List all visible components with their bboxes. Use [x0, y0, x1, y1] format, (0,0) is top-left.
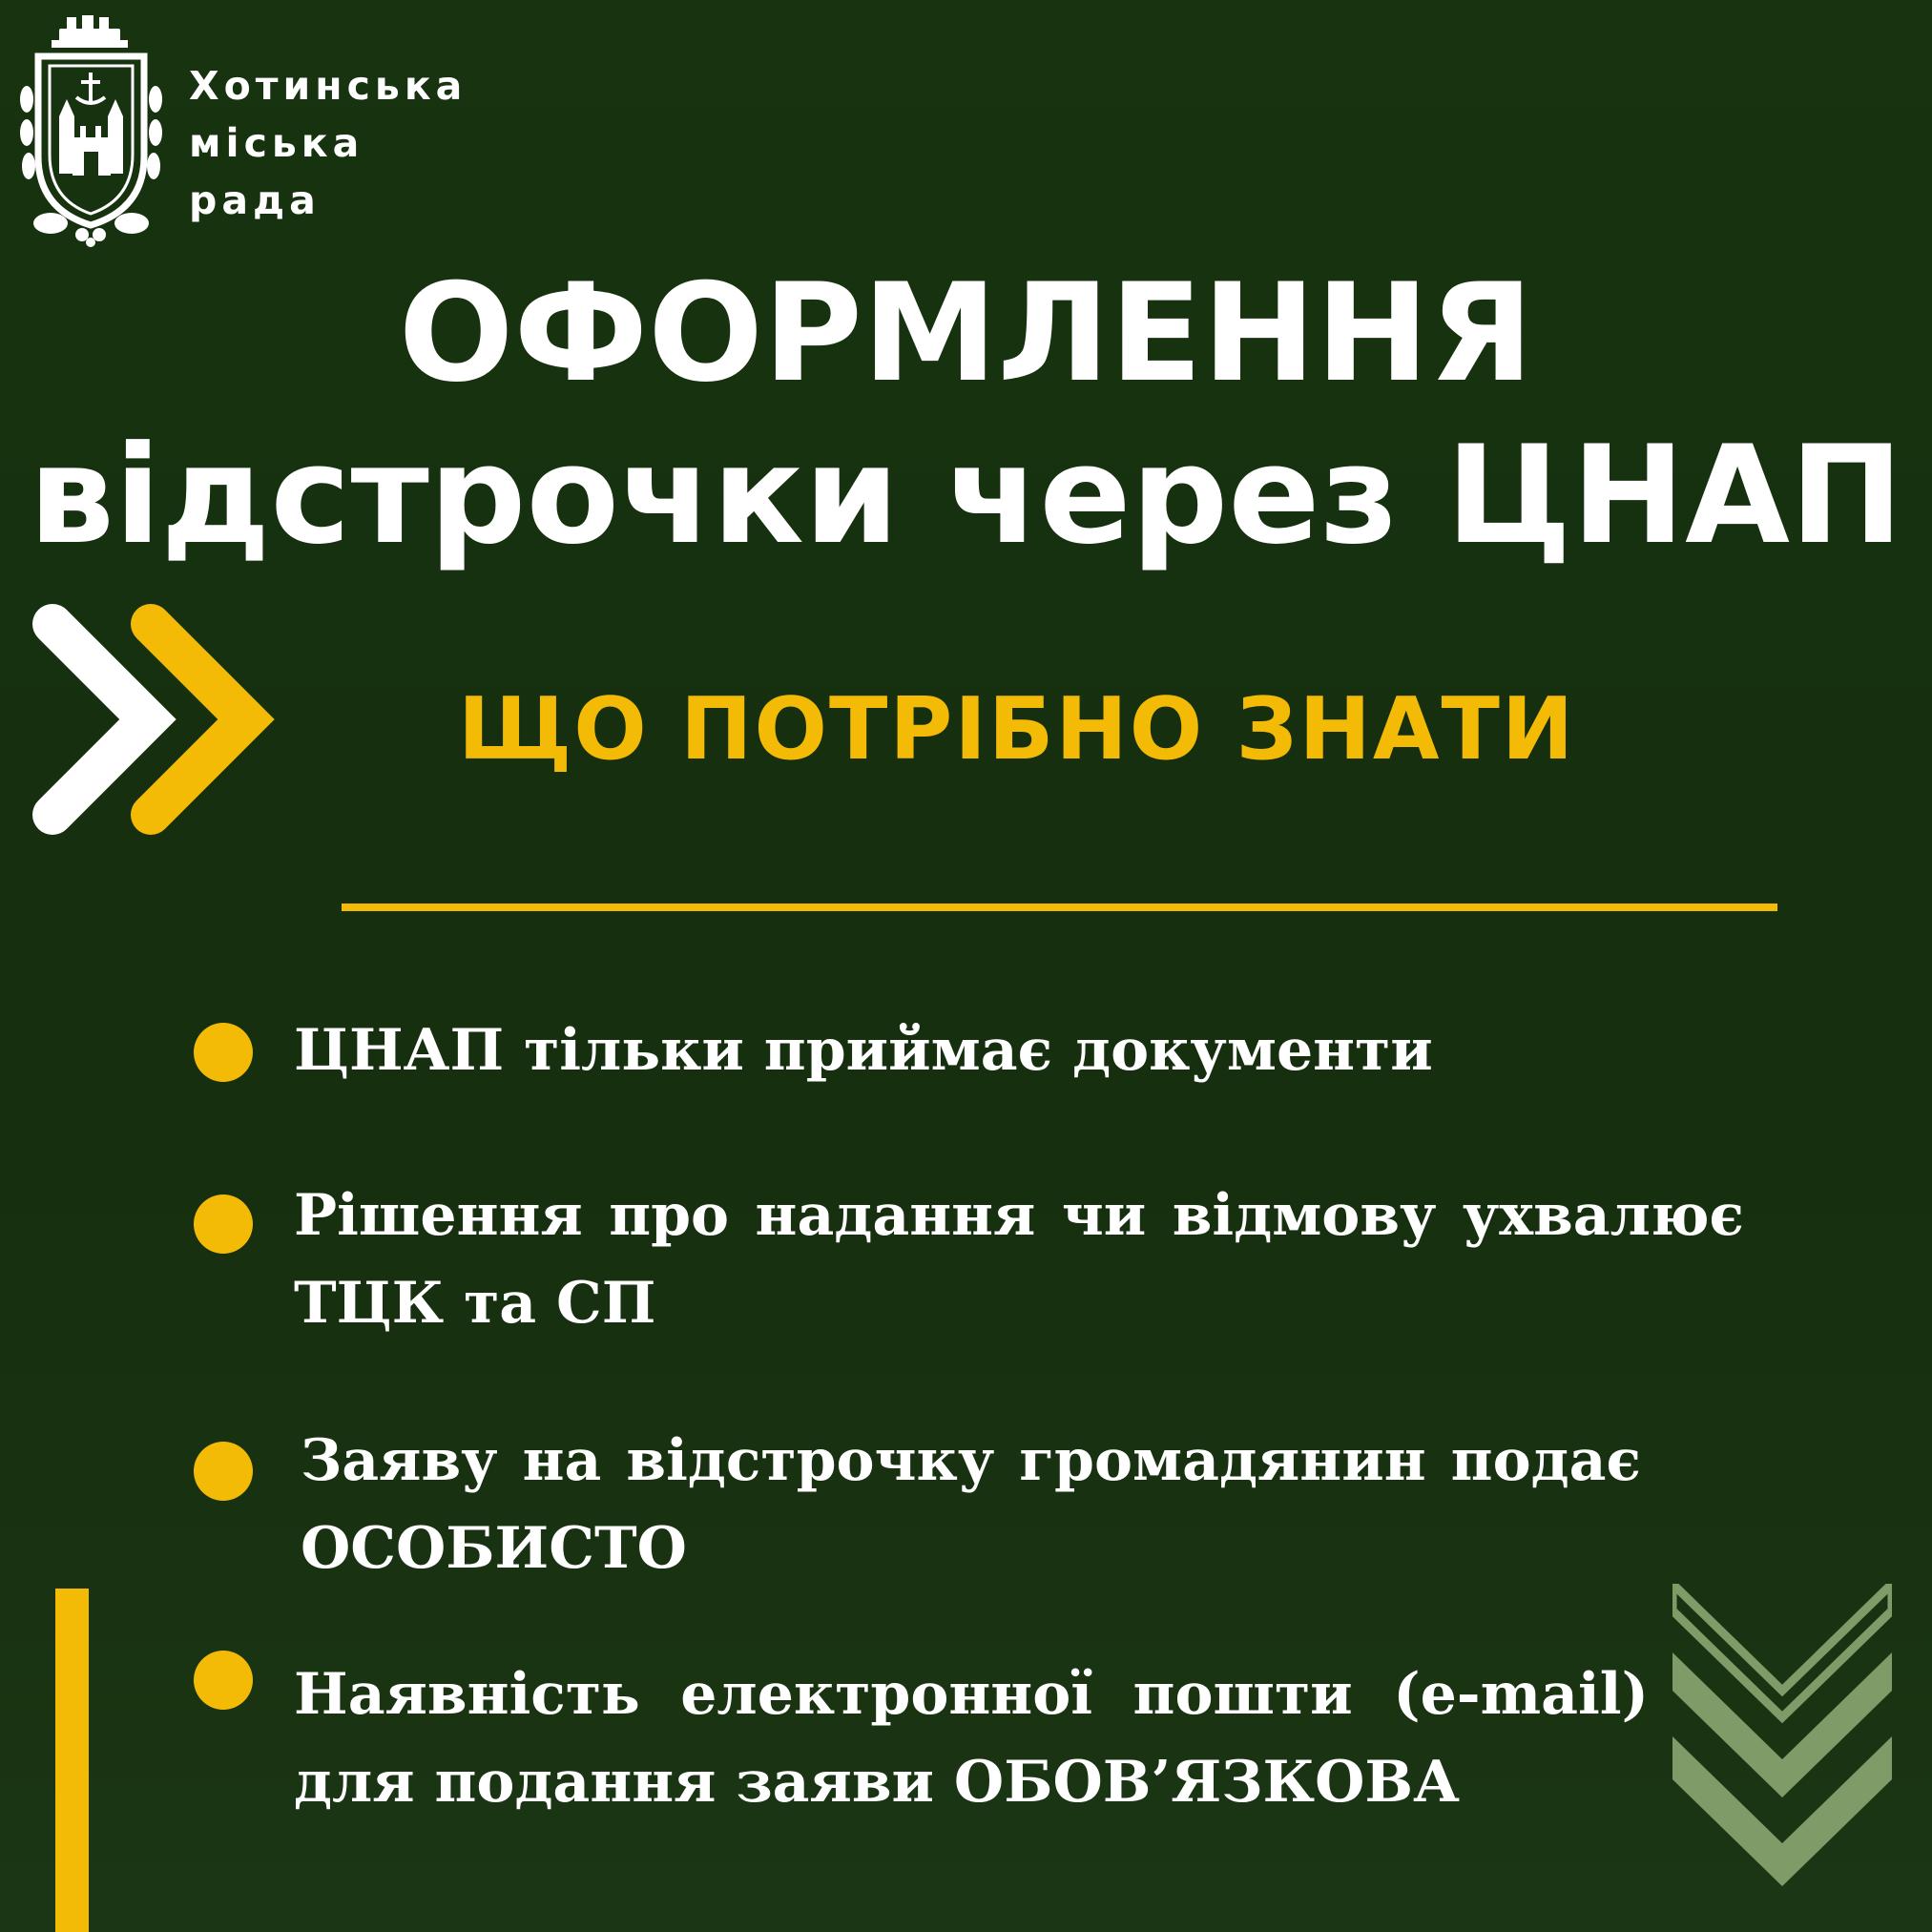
- double-chevron-right-icon: [29, 603, 305, 851]
- page-title-line-2: відстрочки через ЦНАП: [29, 417, 1903, 574]
- accent-bar: [55, 1589, 89, 1932]
- bullet-text: Заяву на відстрочку громадянин подає ОСОБИСТО: [301, 1427, 1641, 1582]
- org-name-line: міська: [189, 120, 364, 166]
- triple-chevron-down-icon: [1672, 1584, 1892, 1889]
- subtitle: ЩО ПОТРІБНО ЗНАТИ: [458, 679, 1576, 779]
- bullet-text: Наявність електронної пошти (e-mail) для подання заяви ОБОВ’ЯЗКОВА: [294, 1661, 1649, 1816]
- divider: [342, 904, 1777, 911]
- bullet-dot: [194, 1023, 253, 1082]
- bullet-dot: [194, 1442, 253, 1501]
- org-name: [189, 57, 467, 229]
- bullet-text: ЦНАП тільки приймає документи: [294, 1017, 1433, 1084]
- org-name-line: Хотинська: [189, 63, 467, 109]
- bullet-dot: [194, 1651, 253, 1710]
- bullet-text: Рішення про надання чи відмову ухвалює ТЦК та СП: [294, 1182, 1744, 1337]
- coat-of-arms-icon: [17, 13, 165, 247]
- page-title-line-1: ОФОРМЛЕННЯ: [398, 255, 1534, 412]
- org-name-line: рада: [189, 177, 321, 223]
- bullet-dot: [194, 1195, 253, 1254]
